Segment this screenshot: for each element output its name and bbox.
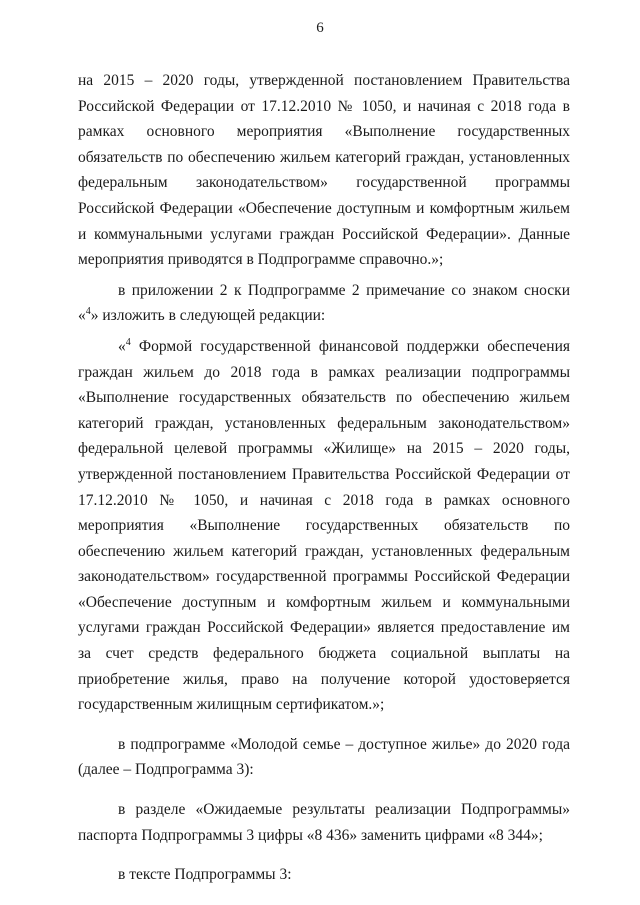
document-body bbox=[78, 68, 570, 888]
footnote-marker: 4 bbox=[85, 306, 91, 318]
footnote-marker: 4 bbox=[125, 336, 131, 348]
paragraph-subprogram-3: в подпрограмме «Молодой семье – доступное жилье» до 2020 года (далее – Подпрограмма 3): bbox=[78, 735, 570, 779]
paragraph-subprogram-3-text: в тексте Подпрограммы 3: bbox=[118, 866, 292, 884]
paragraph-text-start: в приложении 2 к Подпрограмме 2 примечание со знаком сноски « bbox=[78, 281, 570, 325]
paragraph-continuation: на 2015 – 2020 годы, утвержденной постановлением Правительства Российской Федерации от 17.12.2010 № 1050, и начиная с 2018 года в рамках основного мероприятия «Выполнение государственных обязательств по обеспечению жильем категорий граждан, установленных федеральным законодательством» государственной программы Российской Федерации «Обеспечение доступным и комфортным жильем и коммунальными услугами граждан Российской Федерации». Данные мероприятия приводятся в Подпрограмме справочно.»; bbox=[78, 72, 570, 269]
paragraph-footnote-4-text bbox=[78, 334, 570, 718]
paragraph-section-expected-results: в разделе «Ожидаемые результаты реализации Подпрограммы» паспорта Подпрограммы 3 цифры «8 436» заменить цифрами «8 344»; bbox=[78, 801, 570, 844]
quote-open: « bbox=[118, 337, 126, 355]
page-number: 6 bbox=[316, 20, 324, 36]
paragraph-text-end: » изложить в следующей редакции: bbox=[90, 307, 326, 325]
footnote-body: Формой государственной финансовой поддержки обеспечения граждан жильем до 2018 года в рамках реализации подпрограммы «Выполнение государственных обязательств по обеспечению жильем категорий граждан, установленных федеральным законодательством» федеральной целевой программы «Жилище» на 2015 – 2020 годы, утвержденной постановлением Правительства Российской Федерации от 17.12.2010 № 1050, и начиная с 2018 года в рамках основного мероприятия «Выполнение государственных обязательств по обеспечению жильем категорий граждан, установленных федеральным законодательством» государственной программы Российской Федерации «Обеспечение доступным и комфортным жильем и коммунальными услугами граждан Российской Федерации» является предоставление им за счет средств федерального бюджета социальной выплаты на приобретение жилья, право на получение которой удостоверяется государственным жилищным сертификатом.»; bbox=[78, 337, 570, 714]
paragraph-appendix-2-footnote bbox=[78, 278, 570, 329]
